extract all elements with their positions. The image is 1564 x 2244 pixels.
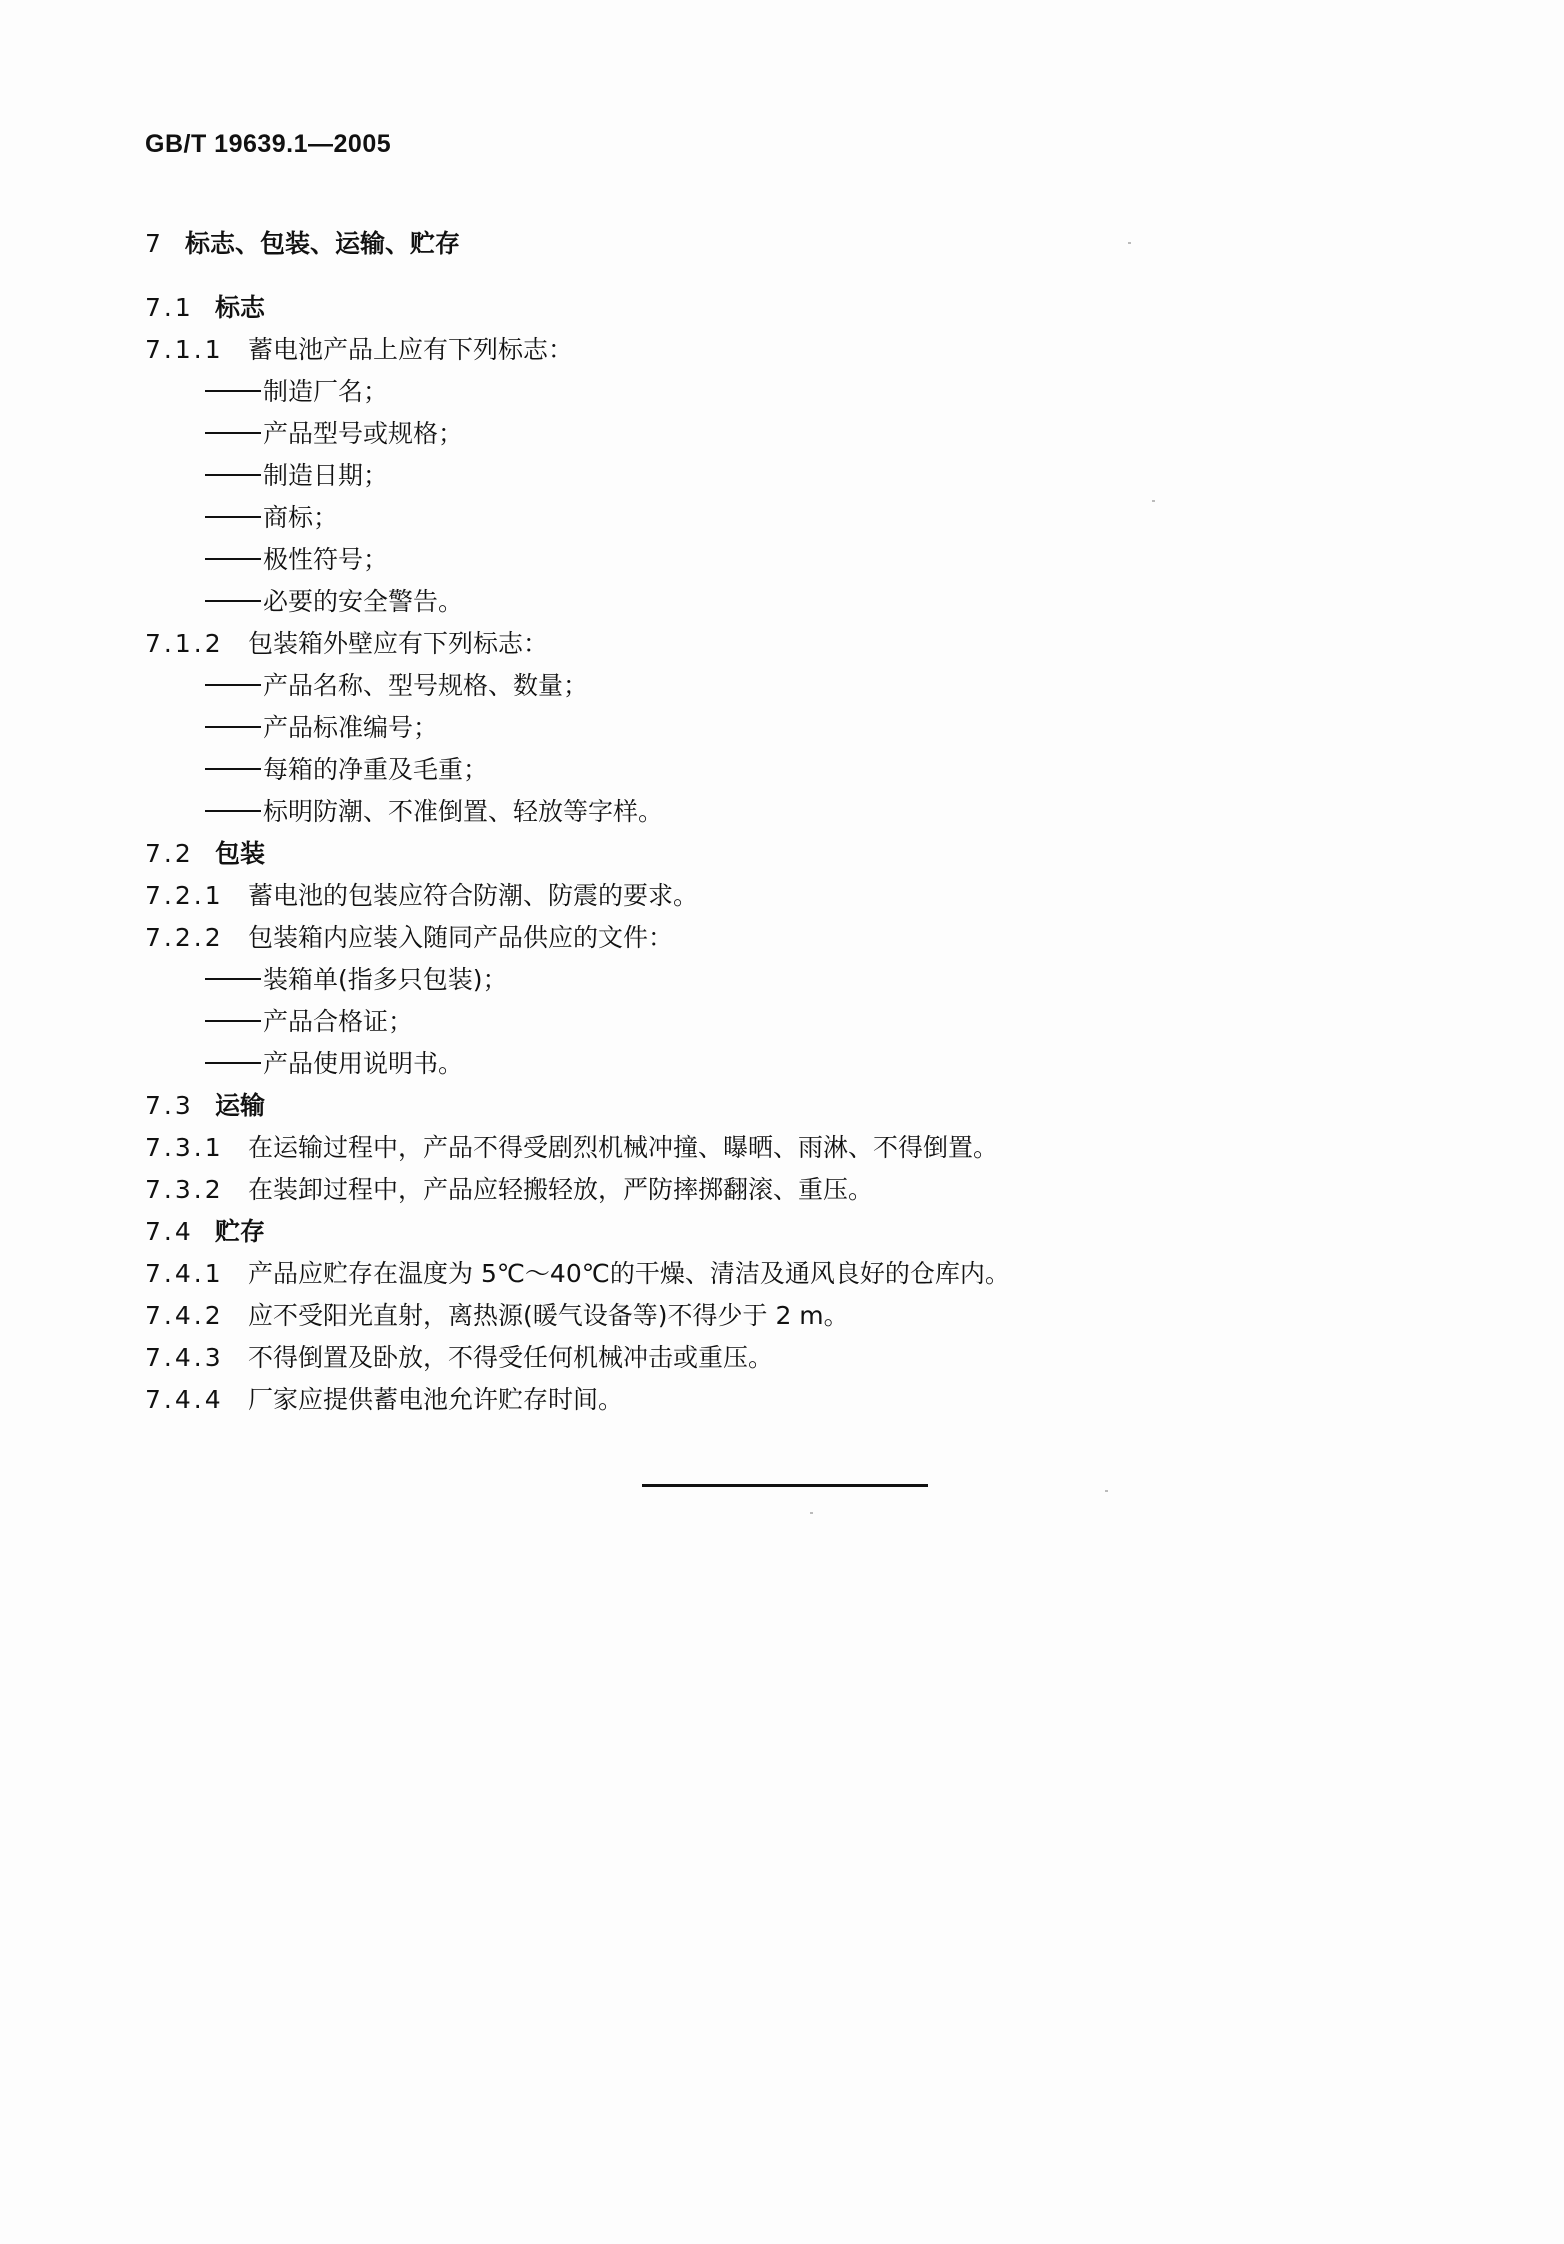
clause-7-1-2 [145, 624, 548, 664]
dash-icon [205, 516, 261, 518]
list-item: 产品合格证； [205, 1002, 413, 1042]
standard-number: GB/T 19639.1—2005 [145, 130, 392, 158]
subsection-heading-7-1 [145, 288, 265, 328]
dash-icon [205, 432, 261, 434]
subsection-number: 7.3 [145, 1091, 194, 1120]
list-item: 产品名称、型号规格、数量； [205, 666, 588, 706]
subsection-number: 7.4 [145, 1217, 194, 1246]
clause-number: 7.4.1 [145, 1259, 224, 1288]
clause-number: 7.4.4 [145, 1385, 224, 1414]
clause-7-3-2 [145, 1170, 873, 1210]
list-item: 产品型号或规格； [205, 414, 463, 454]
dash-icon [205, 600, 261, 602]
list-item: 商标； [205, 498, 338, 538]
list-item: 装箱单(指多只包装)； [205, 960, 508, 1000]
section-title: 标志、包装、运输、贮存 [185, 229, 461, 258]
dash-icon [205, 474, 261, 476]
clause-number: 7.3.2 [145, 1175, 224, 1204]
scan-speck [1152, 500, 1155, 502]
dash-icon [205, 558, 261, 560]
clause-7-4-1 [145, 1254, 1010, 1294]
end-rule [642, 1484, 928, 1487]
dash-icon [205, 726, 261, 728]
section-heading-7 [145, 224, 460, 264]
subsection-heading-7-3 [145, 1086, 265, 1126]
clause-text: 厂家应提供蓄电池允许贮存时间。 [248, 1385, 624, 1414]
clause-text: 产品应贮存在温度为 5℃～40℃的干燥、清洁及通风良好的仓库内。 [248, 1259, 1010, 1288]
dash-icon [205, 1062, 261, 1064]
subsection-title: 运输 [215, 1091, 266, 1120]
list-item: 制造厂名； [205, 372, 388, 412]
clause-text: 包装箱外壁应有下列标志： [248, 629, 549, 658]
subsection-number: 7.1 [145, 293, 194, 322]
list-item: 标明防潮、不准倒置、轻放等字样。 [205, 792, 663, 832]
clause-text: 应不受阳光直射，离热源(暖气设备等)不得少于 2 m。 [248, 1301, 849, 1330]
subsection-heading-7-4 [145, 1212, 265, 1252]
list-item: 极性符号； [205, 540, 388, 580]
clause-7-3-1 [145, 1128, 998, 1168]
list-item: 制造日期； [205, 456, 388, 496]
subsection-title: 贮存 [215, 1217, 266, 1246]
subsection-title: 包装 [215, 839, 266, 868]
clause-text: 在运输过程中，产品不得受剧烈机械冲撞、曝晒、雨淋、不得倒置。 [248, 1133, 999, 1162]
clause-number: 7.4.3 [145, 1343, 224, 1372]
clause-text: 不得倒置及卧放，不得受任何机械冲击或重压。 [248, 1343, 774, 1372]
clause-7-1-1 [145, 330, 573, 370]
subsection-heading-7-2 [145, 834, 265, 874]
clause-text: 包装箱内应装入随同产品供应的文件： [248, 923, 674, 952]
dash-icon [205, 810, 261, 812]
clause-number: 7.1.1 [145, 335, 224, 364]
list-item: 必要的安全警告。 [205, 582, 463, 622]
dash-icon [205, 390, 261, 392]
list-item: 产品标准编号； [205, 708, 438, 748]
clause-number: 7.3.1 [145, 1133, 224, 1162]
clause-number: 7.2.1 [145, 881, 224, 910]
scan-speck [1105, 1490, 1108, 1492]
clause-text: 在装卸过程中，产品应轻搬轻放，严防摔掷翻滚、重压。 [248, 1175, 874, 1204]
clause-text: 蓄电池的包装应符合防潮、防震的要求。 [248, 881, 699, 910]
list-item: 产品使用说明书。 [205, 1044, 463, 1084]
section-number: 7 [145, 229, 164, 258]
clause-7-2-1 [145, 876, 698, 916]
clause-7-4-3 [145, 1338, 773, 1378]
scan-speck [1128, 242, 1131, 244]
clause-text: 蓄电池产品上应有下列标志： [248, 335, 574, 364]
clause-number: 7.2.2 [145, 923, 224, 952]
scan-speck [810, 1512, 813, 1514]
dash-icon [205, 978, 261, 980]
clause-7-2-2 [145, 918, 673, 958]
clause-number: 7.1.2 [145, 629, 224, 658]
dash-icon [205, 684, 261, 686]
subsection-number: 7.2 [145, 839, 194, 868]
dash-icon [205, 1020, 261, 1022]
clause-number: 7.4.2 [145, 1301, 224, 1330]
list-item: 每箱的净重及毛重； [205, 750, 488, 790]
dash-icon [205, 768, 261, 770]
clause-7-4-2 [145, 1296, 849, 1336]
clause-7-4-4 [145, 1380, 623, 1420]
subsection-title: 标志 [215, 293, 266, 322]
